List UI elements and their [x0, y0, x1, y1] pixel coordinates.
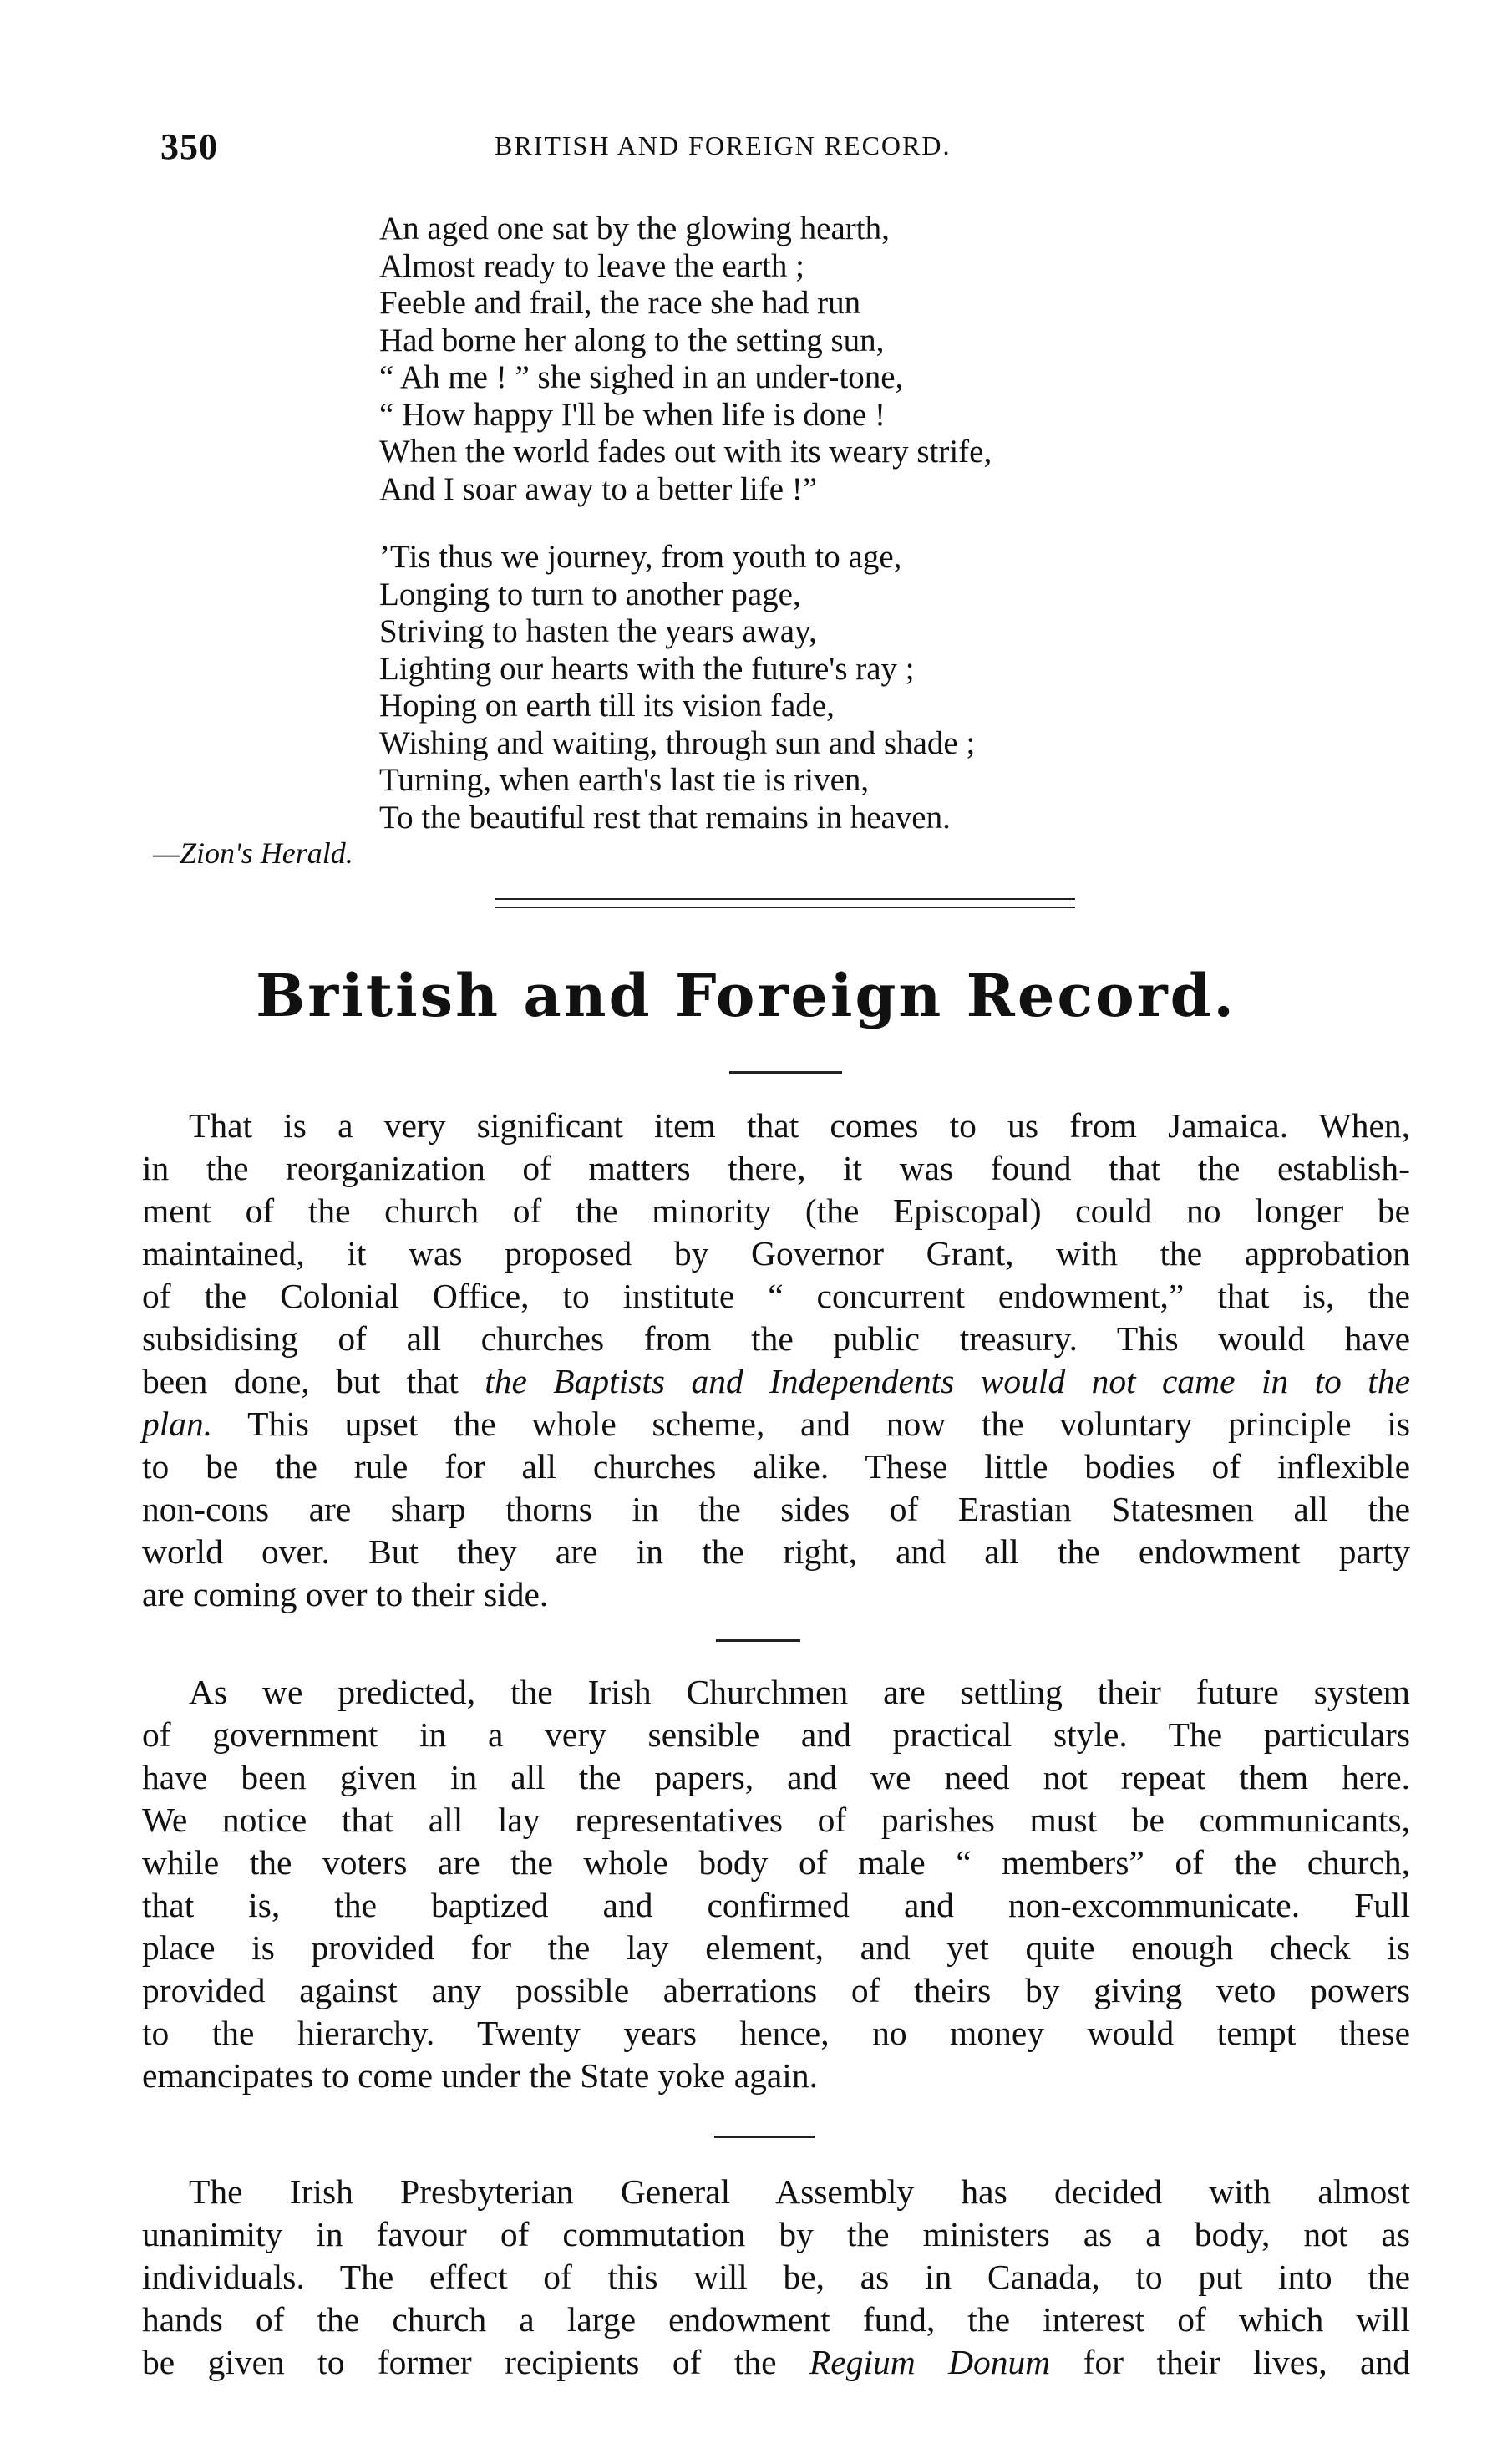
poem-line: To the beautiful rest that remains in heaven. — [379, 799, 951, 836]
poem-line: ’Tis thus we journey, from youth to age, — [379, 539, 902, 575]
paragraph-line: of the Colonial Office, to institute “ concurrent endowment,” that is, the — [142, 1277, 1410, 1315]
paragraph-line: hands of the church a large endowment fund, the interest of which will — [142, 2300, 1410, 2339]
paragraph-line: As we predicted, the Irish Churchmen are settling their future system — [189, 1673, 1410, 1711]
poem-line: Almost ready to leave the earth ; — [379, 247, 804, 284]
paragraph-text: for their lives, and — [1050, 2343, 1410, 2381]
paragraph-line: The Irish Presbyterian General Assembly has decided with almost — [189, 2172, 1410, 2211]
running-head — [160, 125, 1422, 175]
section-heading: British and Foreign Record. — [256, 961, 1236, 1030]
poem-attribution: —Zion's Herald. — [153, 836, 353, 870]
poem-stanza-1 — [379, 211, 1298, 508]
poem-stanza-2 — [379, 539, 1298, 836]
paragraph-line: subsidising of all churches from the public treasury. This would have — [142, 1319, 1410, 1358]
poem-line: Wishing and waiting, through sun and shade ; — [379, 724, 976, 761]
italic-text: the Baptists and Independents would not came in to the — [485, 1362, 1410, 1400]
paragraph-line: That is a very significant item that comes to us from Jamaica. When, — [189, 1106, 1410, 1145]
short-rule-divider — [714, 2136, 815, 2138]
poem-line: Longing to turn to another page, — [379, 576, 801, 612]
paragraph-line: emancipates to come under the State yoke again. — [142, 2056, 818, 2095]
italic-text: Regium Donum — [809, 2343, 1051, 2381]
poem-line: Hoping on earth till its vision fade, — [379, 688, 835, 724]
paragraph-line: non-cons are sharp thorns in the sides of Erastian Statesmen all the — [142, 1490, 1410, 1528]
paragraph-line: while the voters are the whole body of male “ members” of the church, — [142, 1843, 1410, 1882]
paragraph-line: individuals. The effect of this will be, as in Canada, to put into the — [142, 2258, 1410, 2296]
paragraph-line: place is provided for the lay element, and yet quite enough check is — [142, 1928, 1410, 1967]
paragraph-irish-presbyterian — [142, 2171, 1410, 2384]
poem-line: An aged one sat by the glowing hearth, — [379, 211, 890, 246]
paragraph-irish-churchmen — [142, 1671, 1410, 2097]
paragraph-line — [142, 2341, 1410, 2384]
short-rule-divider — [729, 1071, 842, 1074]
double-rule-divider — [495, 898, 1075, 908]
paragraph-line: We notice that all lay representatives of parishes must be communicants, — [142, 1801, 1410, 1839]
page-number: 350 — [160, 126, 218, 167]
paragraph-line: have been given in all the papers, and we need not repeat them here. — [142, 1758, 1410, 1796]
paragraph-jamaica — [142, 1105, 1410, 1616]
paragraph-text: be given to former recipients of the — [142, 2343, 809, 2381]
poem-line: And I soar away to a better life !” — [379, 470, 818, 507]
short-rule-divider — [716, 1639, 800, 1642]
italic-text: plan. — [142, 1405, 213, 1443]
poem-line: “ How happy I'll be when life is done ! — [379, 396, 886, 433]
poem-line: When the world fades out with its weary strife, — [379, 434, 992, 470]
paragraph-line: that is, the baptized and confirmed and non-excommunicate. Full — [142, 1886, 1410, 1924]
paragraph-line: maintained, it was proposed by Governor Grant, with the approbation — [142, 1234, 1410, 1273]
paragraph-line: to the hierarchy. Twenty years hence, no money would tempt these — [142, 2014, 1410, 2052]
paragraph-text: This upset the whole scheme, and now the voluntary principle is — [212, 1405, 1410, 1443]
poem-line: Had borne her along to the setting sun, — [379, 322, 885, 358]
paragraph-line: provided against any possible aberrations of theirs by giving veto powers — [142, 1971, 1410, 2009]
poem-line: “ Ah me ! ” she sighed in an under-tone, — [379, 359, 904, 395]
paragraph-text: been done, but that — [142, 1362, 485, 1400]
paragraph-line: to be the rule for all churches alike. These little bodies of inflexible — [142, 1447, 1410, 1486]
paragraph-line — [142, 1360, 1410, 1403]
poem-line: Striving to hasten the years away, — [379, 613, 817, 649]
paragraph-line: in the reorganization of matters there, it was found that the establish- — [142, 1149, 1410, 1187]
poem-line: Feeble and frail, the race she had run — [379, 285, 861, 321]
paragraph-line: of government in a very sensible and practical style. The particulars — [142, 1715, 1410, 1754]
paragraph-line: world over. But they are in the right, and all the endowment party — [142, 1532, 1410, 1571]
poem-line: Lighting our hearts with the future's ray ; — [379, 650, 915, 687]
paragraph-line: unanimity in favour of commutation by the ministers as a body, not as — [142, 2215, 1410, 2253]
paragraph-line — [142, 1403, 1410, 1445]
running-title: BRITISH AND FOREIGN RECORD. — [495, 130, 952, 160]
poem-line: Turning, when earth's last tie is riven, — [379, 762, 870, 798]
paragraph-line: ment of the church of the minority (the Episcopal) could no longer be — [142, 1191, 1410, 1230]
paragraph-line: are coming over to their side. — [142, 1575, 549, 1613]
